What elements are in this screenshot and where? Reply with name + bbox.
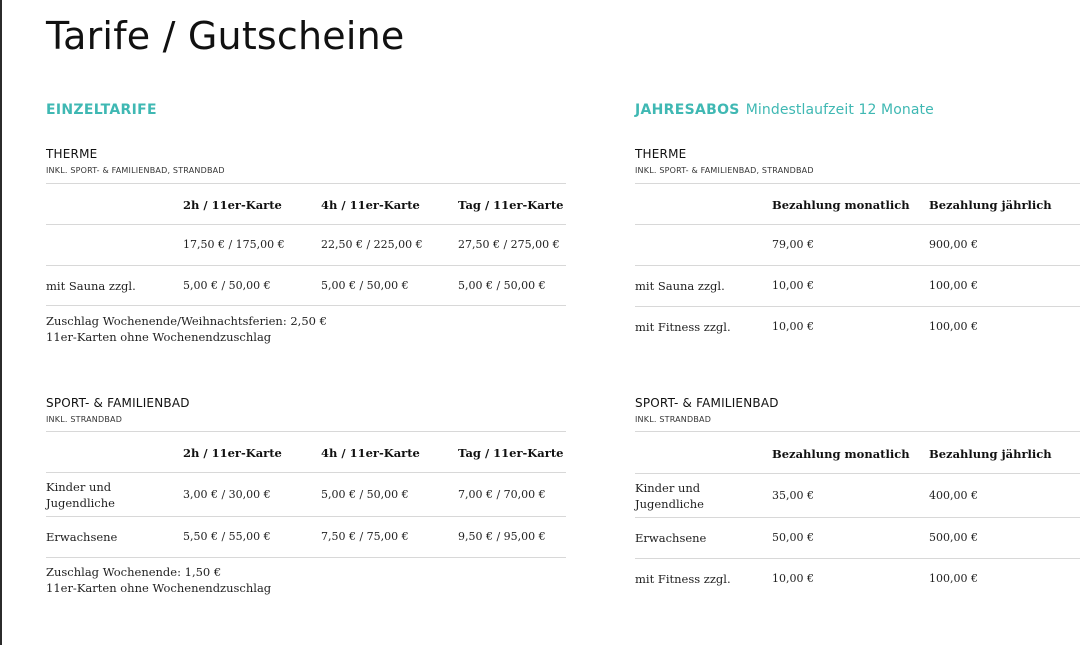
column-header: Bezahlung jährlich <box>929 198 1052 212</box>
row-label: mit Fitness zzgl. <box>635 320 731 334</box>
page-title: Tarife / Gutscheine <box>46 14 405 58</box>
price-cell: 100,00 € <box>929 320 978 333</box>
sport-note: Zuschlag Wochenende: 1,50 € 11er-Karten ohne Wochenendzuschlag <box>46 565 272 595</box>
divider <box>46 305 566 306</box>
price-cell: 500,00 € <box>929 531 978 544</box>
price-cell: 22,50 € / 225,00 € <box>321 238 423 251</box>
row-label: Erwachsene <box>635 531 707 545</box>
price-cell: 900,00 € <box>929 238 978 251</box>
divider <box>46 265 566 266</box>
price-cell: 7,00 € / 70,00 € <box>458 488 546 501</box>
price-cell: 5,00 € / 50,00 € <box>321 279 409 292</box>
row-label: Kinder und Jugendliche <box>46 480 115 510</box>
price-cell: 100,00 € <box>929 279 978 292</box>
price-cell: 17,50 € / 175,00 € <box>183 238 285 251</box>
divider <box>635 558 1080 559</box>
row-label: mit Sauna zzgl. <box>46 279 136 293</box>
sport-title: SPORT- & FAMILIENBAD <box>46 396 190 410</box>
divider <box>635 183 1080 184</box>
row-label: mit Sauna zzgl. <box>635 279 725 293</box>
abo-sport-subtitle: INKL. STRANDBAD <box>635 415 712 424</box>
price-cell: 100,00 € <box>929 572 978 585</box>
divider <box>46 557 566 558</box>
abo-therme-subtitle: INKL. SPORT- & FAMILIENBAD, STRANDBAD <box>635 166 814 175</box>
price-cell: 3,00 € / 30,00 € <box>183 488 271 501</box>
price-cell: 7,50 € / 75,00 € <box>321 530 409 543</box>
column-header: 2h / 11er-Karte <box>183 198 282 212</box>
price-cell: 5,00 € / 50,00 € <box>458 279 546 292</box>
column-header: Tag / 11er-Karte <box>458 446 564 460</box>
column-header: Bezahlung monatlich <box>772 447 910 461</box>
divider <box>46 224 566 225</box>
price-cell: 10,00 € <box>772 320 814 333</box>
row-label: mit Fitness zzgl. <box>635 572 731 586</box>
divider <box>635 517 1080 518</box>
divider <box>635 306 1080 307</box>
divider <box>46 472 566 473</box>
price-cell: 5,00 € / 50,00 € <box>321 488 409 501</box>
left-border <box>0 0 2 645</box>
divider <box>635 265 1080 266</box>
therme-subtitle: INKL. SPORT- & FAMILIENBAD, STRANDBAD <box>46 166 225 175</box>
divider <box>46 183 566 184</box>
sport-subtitle: INKL. STRANDBAD <box>46 415 123 424</box>
price-cell: 9,50 € / 95,00 € <box>458 530 546 543</box>
divider <box>46 431 566 432</box>
price-cell: 400,00 € <box>929 489 978 502</box>
row-label: Kinder und Jugendliche <box>635 481 704 511</box>
column-header: Bezahlung jährlich <box>929 447 1052 461</box>
column-header: Bezahlung monatlich <box>772 198 910 212</box>
price-cell: 27,50 € / 275,00 € <box>458 238 560 251</box>
therme-note: Zuschlag Wochenende/Weihnachtsferien: 2,50 € 11er-Karten ohne Wochenendzuschlag <box>46 314 327 344</box>
abo-therme-title: THERME <box>635 147 687 161</box>
divider <box>46 516 566 517</box>
price-cell: 79,00 € <box>772 238 814 251</box>
section-heading-jahresabos: JAHRESABOS Mindestlaufzeit 12 Monate <box>635 102 934 118</box>
row-label: Erwachsene <box>46 530 118 544</box>
column-header: 2h / 11er-Karte <box>183 446 282 460</box>
section-heading-einzeltarife: EINZELTARIFE <box>46 102 157 118</box>
abo-sport-title: SPORT- & FAMILIENBAD <box>635 396 779 410</box>
price-cell: 10,00 € <box>772 279 814 292</box>
price-cell: 5,50 € / 55,00 € <box>183 530 271 543</box>
column-header: Tag / 11er-Karte <box>458 198 564 212</box>
divider <box>635 431 1080 432</box>
price-cell: 35,00 € <box>772 489 814 502</box>
therme-title: THERME <box>46 147 98 161</box>
column-header: 4h / 11er-Karte <box>321 446 420 460</box>
column-header: 4h / 11er-Karte <box>321 198 420 212</box>
divider <box>635 224 1080 225</box>
price-cell: 50,00 € <box>772 531 814 544</box>
price-cell: 10,00 € <box>772 572 814 585</box>
divider <box>635 473 1080 474</box>
price-cell: 5,00 € / 50,00 € <box>183 279 271 292</box>
